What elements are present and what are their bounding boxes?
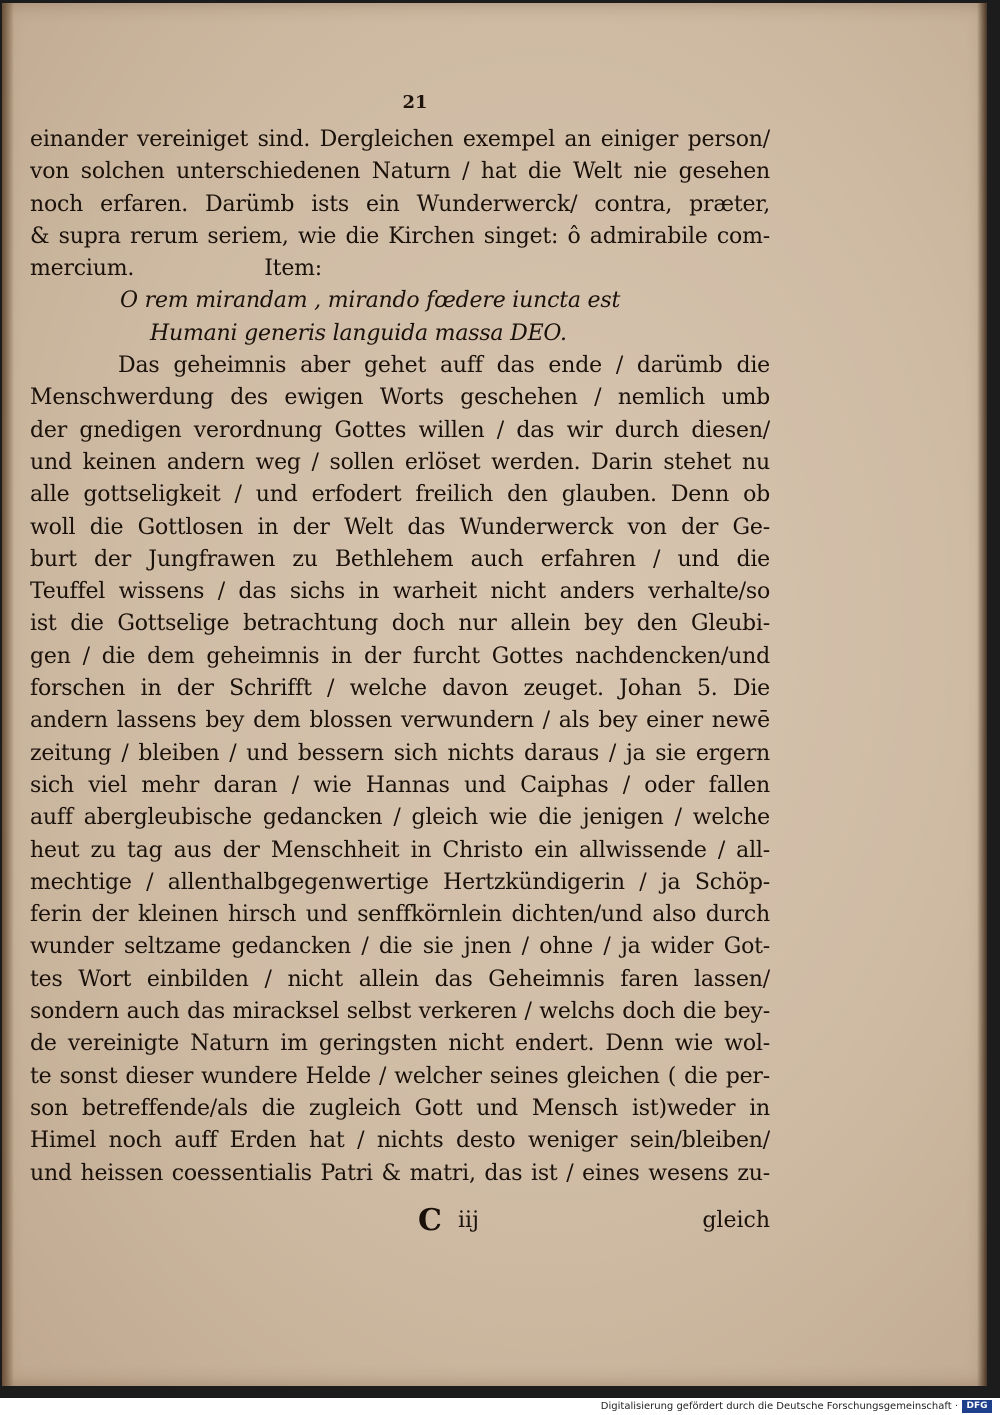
paragraph-line: und keinen andern weg / sollen erlöset werden. Darin stehet nu	[30, 449, 770, 475]
paragraph-line: Himel noch auff Erden hat / nichts desto weniger sein/bleiben/	[30, 1128, 770, 1154]
page-footer	[30, 1204, 770, 1238]
funding-credit: Digitalisierung gefördert durch die Deutsche Forschungsgemeinschaft ·	[600, 1401, 958, 1412]
paragraph-line: und heissen coessentialis Patri & matri, das ist / eines wesens zu-	[30, 1160, 770, 1186]
paragraph-line: ferin der kleinen hirsch und senffkörnlein dichten/und also durch	[30, 902, 770, 928]
paragraph-line: burt der Jungfrawen zu Bethlehem auch erfahren / und die	[30, 546, 770, 572]
page-number: 21	[402, 92, 428, 113]
text-fragment: mercium.	[30, 256, 135, 282]
paragraph-line: tes Wort einbilden / nicht allein das Geheimnis faren lassen/	[30, 966, 770, 992]
catchword: gleich	[702, 1208, 770, 1233]
verse-line: Humani generis languida massa DEO.	[150, 320, 567, 346]
paragraph-line: woll die Gottlosen in der Welt das Wunderwerck von der Ge-	[30, 514, 770, 540]
paragraph-line: alle gottseligkeit / und erfodert freilich den glauben. Denn ob	[30, 482, 770, 508]
paragraph-line: ist die Gottselige betrachtung doch nur allein bey den Gleubi-	[30, 611, 770, 637]
paragraph-line: sich viel mehr daran / wie Hannas und Caiphas / oder fallen	[30, 772, 770, 798]
signature-number: iij	[458, 1208, 479, 1233]
text-line: noch erfaren. Darümb ists ein Wunderwerck/ contra, præter,	[30, 191, 770, 217]
paragraph-line: auff aberglеubische gedancken / gleich wie die jenigen / welche	[30, 805, 770, 831]
text-line-with-item	[30, 253, 770, 285]
paragraph-line: Teuffel wissens / das sichs in warheit nicht anders verhalte/so	[30, 579, 770, 605]
paragraph-line: mechtige / allenthalbgegenwertige Hertzkündigerin / ja Schöp-	[30, 869, 770, 895]
paragraph-line: der gnedigen verordnung Gottes willen / das wir durch diesen/	[30, 417, 770, 443]
verse-line: O rem mirandam , mirando fœdere iuncta est	[120, 288, 621, 314]
paragraph-line: heut zu tag aus der Menschheit in Christo ein allwissende / all-	[30, 837, 770, 863]
paragraph-line: Das geheimnis aber gehet auff das ende / darümb die	[118, 353, 770, 379]
signature-mark: C	[418, 1203, 442, 1238]
text-line: einander vereiniget sind. Dergleichen exempel an einiger person/	[30, 127, 770, 152]
paragraph-line: wunder seltzame gedancken / die sie jnen / ohne / ja wider Got-	[30, 934, 770, 960]
page-edge-left	[2, 3, 14, 1386]
paragraph-line: Menschwerdung des ewigen Worts geschehen / nemlich umb	[30, 385, 770, 411]
paragraph-line: zeitung / bleiben / und bessern sich nichts daraus / ja sie ergern	[30, 740, 770, 766]
paragraph-line: son betreffende/als die zugleich Gott und Mensch ist)weder in	[30, 1095, 770, 1121]
paragraph-line: gen / die dem geheimnis in der furcht Gottes nachdencken/und	[30, 643, 770, 669]
item-label: Item:	[264, 256, 323, 282]
paragraph-line: de vereinigte Naturn im geringsten nicht endert. Denn wie wol-	[30, 1031, 770, 1057]
dfg-logo: DFG	[962, 1400, 992, 1413]
paragraph-line: sondern auch das miracksel selbst verkeren / welchs doch die bey-	[30, 999, 770, 1025]
text-line: von solchen unterschiedenen Naturn / hat die Welt nie gesehen	[30, 159, 770, 185]
paragraph-line: andern lassens bey dem blossen verwundern / als bey einer newē	[30, 708, 770, 734]
paragraph-line: te sonst dieser wundere Helde / welcher seines gleichen ( die per-	[30, 1063, 770, 1089]
page-text	[30, 124, 770, 1190]
paragraph-line: forschen in der Schrifft / welche davon zeuget. Johan 5. Die	[30, 676, 770, 702]
text-line: & supra rerum seriem, wie die Kirchen singet: ô admirabile com-	[30, 223, 770, 249]
page-edge-right	[977, 3, 987, 1386]
